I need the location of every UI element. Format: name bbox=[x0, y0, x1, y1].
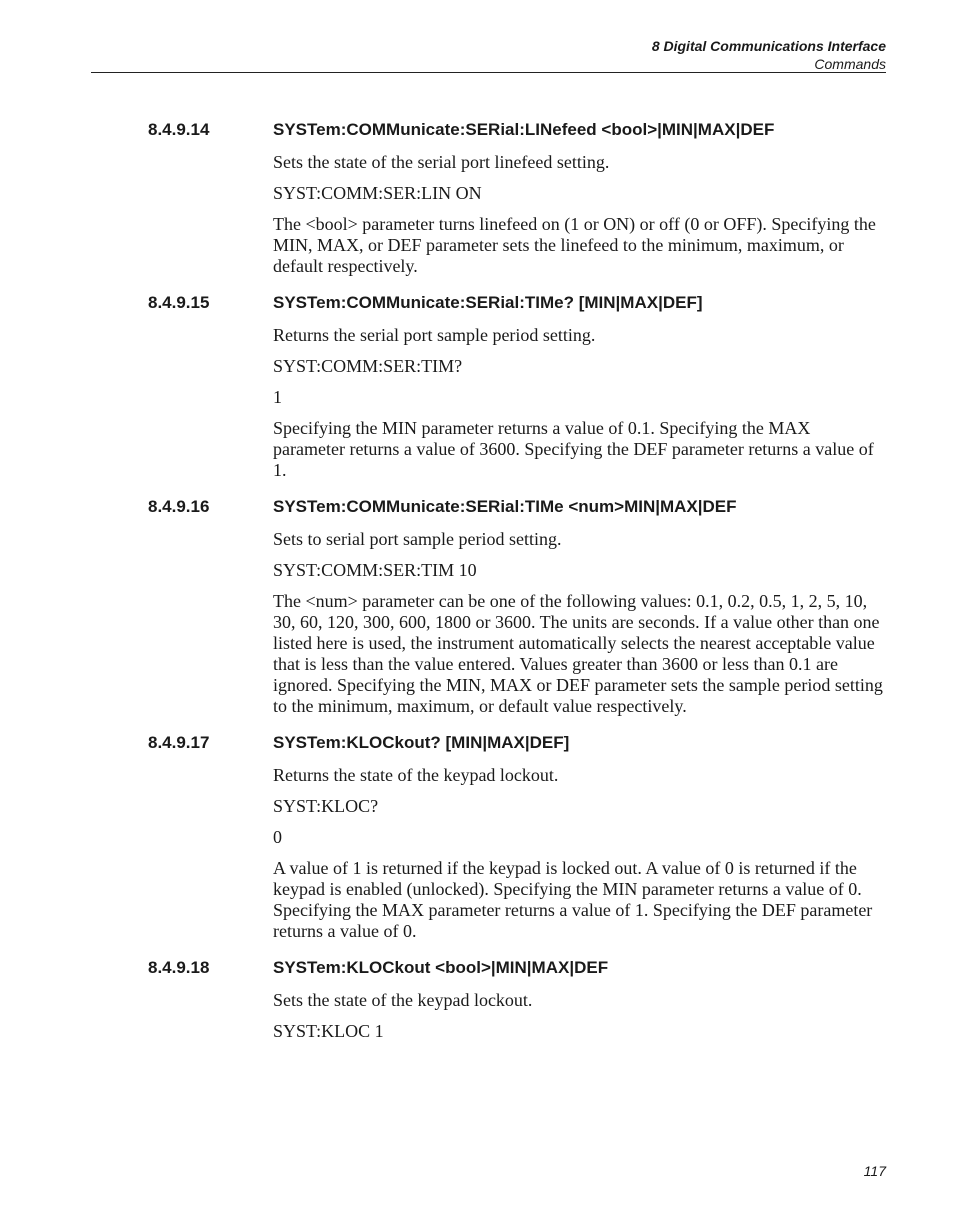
section-body bbox=[273, 529, 885, 717]
command-heading: SYSTem:KLOCkout? [MIN|MAX|DEF] bbox=[273, 733, 570, 752]
section-heading bbox=[0, 291, 954, 315]
section-heading bbox=[0, 956, 954, 980]
command-heading: SYSTem:COMMunicate:SERial:TIMe? [MIN|MAX|DEF] bbox=[273, 293, 703, 312]
paragraph: The <num> parameter can be one of the following values: 0.1, 0.2, 0.5, 1, 2, 5, 10, 30, 60, 120, 300, 600, 1800 or 3600. The units are seconds. If a value other than one listed here is used, the instrument automatically selects the nearest acceptable value that is less than the value entered. Values greater than 3600 or less than 0.1 are ignored. Specifying the MIN, MAX or DEF parameter sets the sample period setting to the minimum, maximum, or default value respectively. bbox=[273, 591, 883, 716]
paragraph: Sets the state of the serial port linefeed setting. bbox=[273, 152, 610, 172]
command-example: SYST:COMM:SER:TIM 10 bbox=[273, 560, 477, 580]
response-example: 1 bbox=[273, 387, 282, 407]
paragraph: Sets to serial port sample period setting. bbox=[273, 529, 562, 549]
paragraph: Returns the serial port sample period setting. bbox=[273, 325, 596, 345]
section-body bbox=[273, 765, 885, 942]
section-title: Commands bbox=[814, 56, 886, 72]
section-8-4-9-18 bbox=[0, 956, 954, 1042]
response-example: 0 bbox=[273, 827, 282, 847]
paragraph: Returns the state of the keypad lockout. bbox=[273, 765, 559, 785]
section-8-4-9-16 bbox=[0, 495, 954, 717]
section-8-4-9-15 bbox=[0, 291, 954, 481]
paragraph: The <bool> parameter turns linefeed on (1 or ON) or off (0 or OFF). Specifying the MIN, MAX, or DEF parameter sets the linefeed to the minimum, maximum, or default respectively. bbox=[273, 214, 876, 276]
header-rule bbox=[91, 72, 886, 73]
page-number: 117 bbox=[863, 1163, 886, 1179]
section-heading bbox=[0, 495, 954, 519]
running-header bbox=[652, 37, 886, 73]
paragraph: Specifying the MIN parameter returns a value of 0.1. Specifying the MAX parameter returns a value of 3600. Specifying the DEF parameter returns a value of 1. bbox=[273, 418, 874, 480]
chapter-title: 8 Digital Communications Interface bbox=[651, 38, 886, 54]
command-heading: SYSTem:COMMunicate:SERial:TIMe <num>MIN|MAX|DEF bbox=[273, 497, 737, 516]
section-number: 8.4.9.14 bbox=[148, 120, 210, 139]
section-body bbox=[273, 990, 885, 1042]
section-heading bbox=[0, 118, 954, 142]
page-content bbox=[0, 118, 954, 1056]
command-heading: SYSTem:COMMunicate:SERial:LINefeed <bool>|MIN|MAX|DEF bbox=[273, 120, 775, 139]
command-heading: SYSTem:KLOCkout <bool>|MIN|MAX|DEF bbox=[273, 958, 609, 977]
section-body bbox=[273, 325, 885, 481]
section-number: 8.4.9.17 bbox=[148, 733, 210, 752]
command-example: SYST:KLOC 1 bbox=[273, 1021, 384, 1041]
paragraph: Sets the state of the keypad lockout. bbox=[273, 990, 533, 1010]
section-8-4-9-17 bbox=[0, 731, 954, 942]
paragraph: A value of 1 is returned if the keypad is locked out. A value of 0 is returned if the keypad is enabled (unlocked). Specifying the MIN parameter returns a value of 0. Specifying the MAX parameter returns a value of 1. Specifying the DEF parameter returns a value of 0. bbox=[273, 858, 873, 941]
section-body bbox=[273, 152, 885, 277]
section-8-4-9-14 bbox=[0, 118, 954, 277]
section-number: 8.4.9.18 bbox=[148, 958, 210, 977]
section-number: 8.4.9.15 bbox=[148, 293, 210, 312]
section-heading bbox=[0, 731, 954, 755]
command-example: SYST:COMM:SER:TIM? bbox=[273, 356, 463, 376]
section-number: 8.4.9.16 bbox=[148, 497, 210, 516]
command-example: SYST:KLOC? bbox=[273, 796, 379, 816]
command-example: SYST:COMM:SER:LIN ON bbox=[273, 183, 482, 203]
